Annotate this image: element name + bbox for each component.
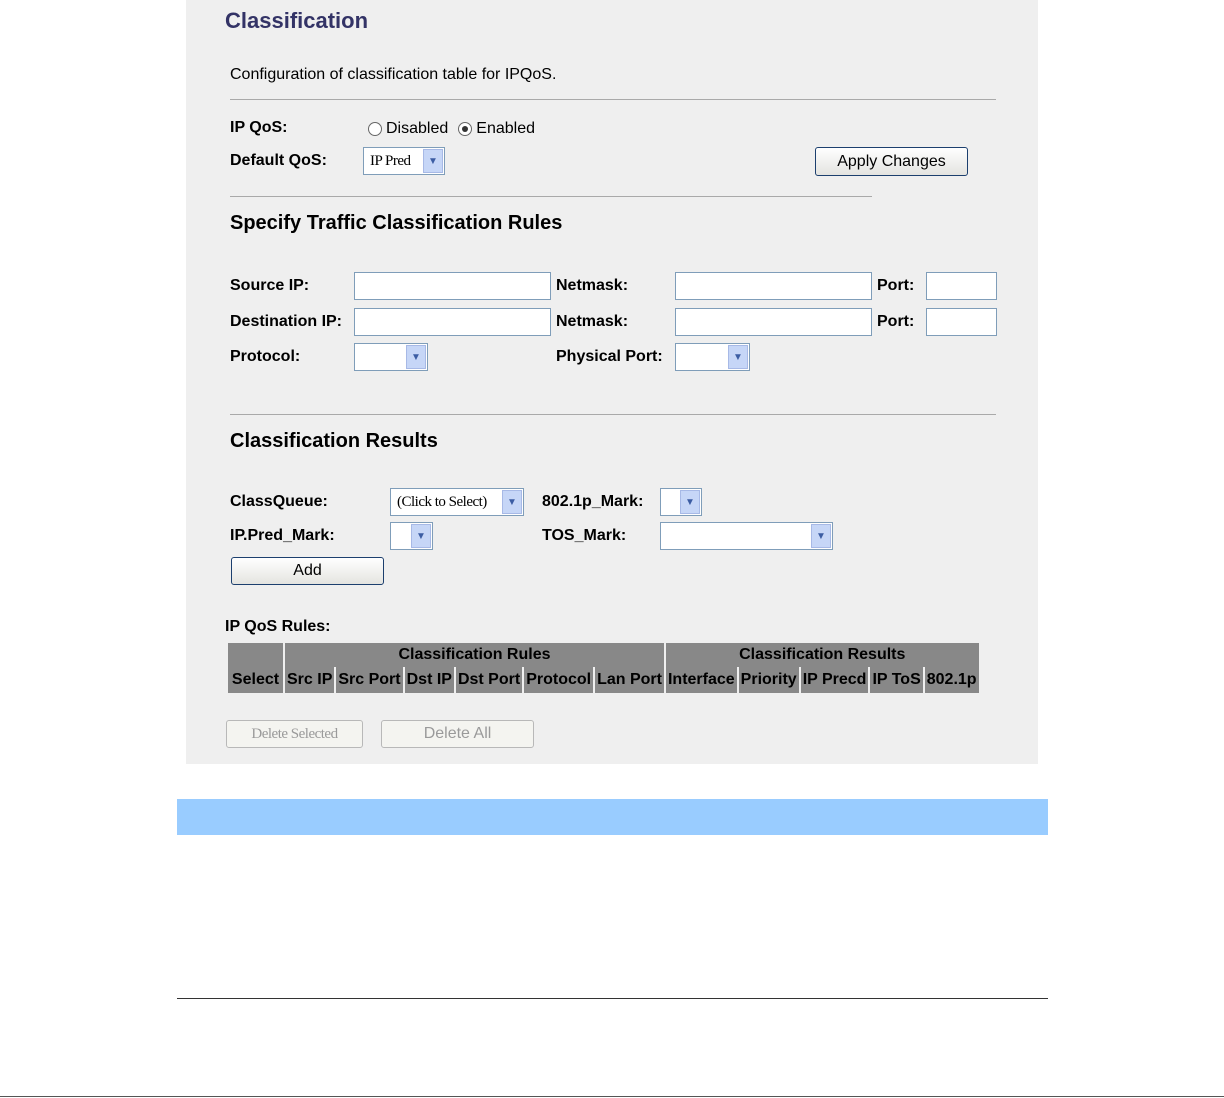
column-header-lan-port: Lan Port [595, 667, 664, 693]
ip-qos-radio-group [368, 120, 535, 138]
ip-pred-mark-select[interactable] [390, 522, 433, 550]
protocol-select[interactable] [354, 343, 428, 371]
source-port-input[interactable] [926, 272, 997, 300]
source-netmask-label: Netmask: [556, 277, 629, 294]
delete-selected-button[interactable]: Delete Selected [226, 720, 363, 748]
8021p-mark-select[interactable] [660, 488, 702, 516]
results-section-heading: Classification Results [230, 430, 438, 452]
column-header-ip-precd: IP Precd [801, 667, 869, 693]
source-ip-input[interactable] [354, 272, 551, 300]
enabled-radio-label: Enabled [476, 120, 535, 137]
disabled-radio[interactable] [368, 122, 382, 136]
chevron-down-icon: ▼ [411, 524, 431, 548]
destination-netmask-label: Netmask: [556, 313, 629, 330]
destination-port-label: Port: [877, 313, 915, 330]
column-header-src-ip: Src IP [285, 667, 334, 693]
group-header-classification-results: Classification Results [666, 643, 979, 667]
rules-table-caption: IP QoS Rules: [225, 618, 331, 635]
divider [230, 414, 996, 415]
chevron-down-icon: ▼ [728, 345, 748, 369]
rules-table [226, 643, 981, 693]
column-header-select: Select [228, 667, 283, 693]
classqueue-label: ClassQueue: [230, 493, 328, 510]
default-qos-select[interactable] [363, 147, 445, 175]
rules-table-column-header [228, 667, 979, 693]
default-qos-label: Default QoS: [230, 152, 327, 169]
column-header-interface: Interface [666, 667, 737, 693]
physical-port-label: Physical Port: [556, 348, 663, 365]
disabled-radio-label: Disabled [386, 120, 449, 137]
classification-panel [186, 0, 1038, 764]
destination-netmask-input[interactable] [675, 308, 872, 336]
page-title: Classification [225, 8, 369, 33]
rules-table-group-header [228, 643, 979, 667]
destination-ip-input[interactable] [354, 308, 551, 336]
8021p-mark-label: 802.1p_Mark: [542, 493, 644, 510]
chevron-down-icon: ▼ [423, 149, 443, 173]
chevron-down-icon: ▼ [406, 345, 426, 369]
column-header-src-port: Src Port [336, 667, 402, 693]
source-port-label: Port: [877, 277, 915, 294]
group-header-classification-rules: Classification Rules [285, 643, 664, 667]
divider [230, 196, 872, 197]
divider [230, 99, 996, 100]
chevron-down-icon: ▼ [811, 524, 831, 548]
column-header-dst-ip: Dst IP [405, 667, 454, 693]
group-header-blank [228, 643, 283, 667]
chevron-down-icon: ▼ [502, 490, 522, 514]
column-header-ip-tos: IP ToS [870, 667, 922, 693]
footer-bar [177, 799, 1048, 835]
source-ip-label: Source IP: [230, 277, 310, 294]
destination-port-input[interactable] [926, 308, 997, 336]
default-qos-value: IP Pred [370, 152, 411, 169]
delete-all-button[interactable]: Delete All [381, 720, 534, 748]
column-header-8021p: 802.1p [925, 667, 979, 693]
ip-pred-mark-label: IP.Pred_Mark: [230, 527, 335, 544]
apply-changes-button[interactable]: Apply Changes [815, 147, 968, 176]
tos-mark-select[interactable] [660, 522, 833, 550]
page-description: Configuration of classification table for IPQoS. [230, 66, 557, 83]
column-header-protocol: Protocol [524, 667, 593, 693]
rules-section-heading: Specify Traffic Classification Rules [230, 212, 563, 234]
physical-port-select[interactable] [675, 343, 750, 371]
divider [177, 998, 1048, 999]
source-netmask-input[interactable] [675, 272, 872, 300]
destination-ip-label: Destination IP: [230, 313, 343, 330]
chevron-down-icon: ▼ [680, 490, 700, 514]
divider [0, 1096, 1224, 1097]
column-header-priority: Priority [739, 667, 799, 693]
protocol-label: Protocol: [230, 348, 301, 365]
column-header-dst-port: Dst Port [456, 667, 522, 693]
tos-mark-label: TOS_Mark: [542, 527, 627, 544]
add-button[interactable]: Add [231, 557, 384, 585]
classqueue-select[interactable] [390, 488, 524, 516]
ip-qos-label: IP QoS: [230, 119, 288, 136]
classqueue-value: (Click to Select) [397, 493, 487, 510]
enabled-radio[interactable] [458, 122, 472, 136]
